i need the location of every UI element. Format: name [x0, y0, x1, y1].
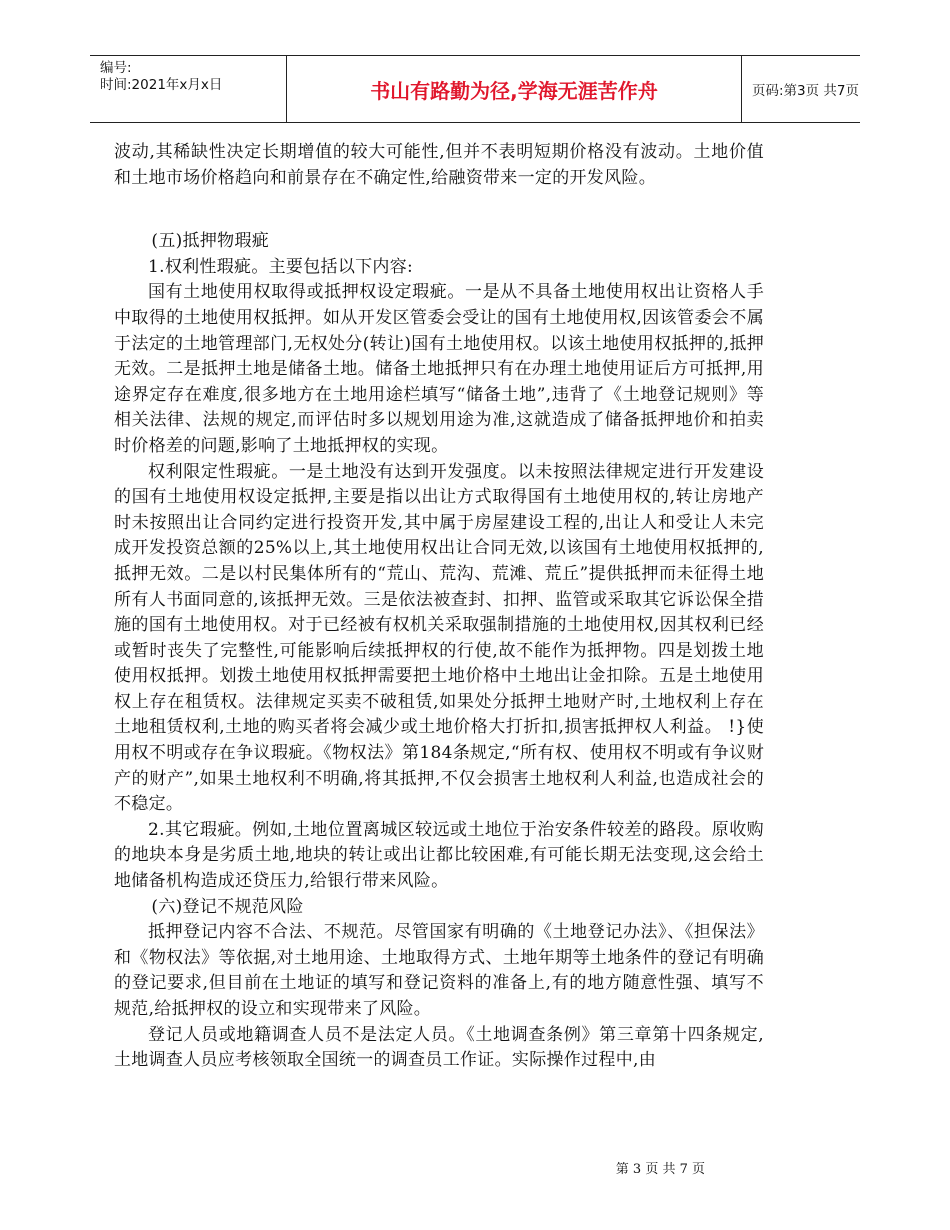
- paragraph-limitation-defect: 权利限定性瑕疵。一是土地没有达到开发强度。以未按照法律规定进行开发建设的国有土地使用权设定抵押,主要是指以出让方式取得国有土地使用权的,转让房地产时未按照出让合同约定进行投资开发,其中属于房屋建设工程的,出让人和受让人未完成开发投资总额的25%以上,其土地使用权出让合同无效,以该国有土地使用权抵押的,抵押无效。二是以村民集体所有的“荒山、荒沟、荒滩、荒丘”提供抵押而未征得土地所有人书面同意的,该抵押无效。三是依法被查封、扣押、监管或采取其它诉讼保全措施的国有土地使用权。对于已经被有权机关采取强制措施的土地使用权,因其权利已经或暂时丧失了完整性,可能影响后续抵押权的行使,故不能作为抵押物。四是划拨土地使用权抵押。划拨土地使用权抵押需要把土地价格中土地出让金扣除。五是土地使用权上存在租赁权。法律规定买卖不破租赁,如果处分抵押土地财产时,土地权利上存在土地租赁权利,土地的购买者将会减少或土地价格大打折扣,损害抵押权人利益。 !}使用权不明或存在争议瑕疵。《物权法》第184条规定,“所有权、使用权不明或有争议财产的财产”,如果土地权利不明确,将其抵押,不仅会损害土地权利人利益,也造成社会的不稳定。: [114, 461, 764, 815]
- number-label: 编号:: [100, 60, 132, 76]
- paragraph-ownership-defect: 国有土地使用权取得或抵押权设定瑕疵。一是从不具备土地使用权出让资格人手中取得的土地使用权抵押。如从开发区管委会受让的国有土地使用权,因该管委会不属于法定的土地管理部门,无权处分(转让)国有土地使用权。以该土地使用权抵押的,抵押无效。二是抵押土地是储备土地。储备土地抵押只有在办理土地使用证后方可抵押,用途界定存在难度,很多地方在土地用途栏填写“储备土地”,违背了《土地登记规则》等相关法律、法规的规定,而评估时多以规划用途为准,这就造成了储备抵押地价和拍卖时价格差的问题,影响了土地抵押权的实现。: [114, 282, 764, 456]
- paragraph-intro: 波动,其稀缺性决定长期增值的较大可能性,但并不表明短期价格没有波动。土地价值和土地市场价格趋向和前景存在不确定性,给融资带来一定的开发风险。: [114, 142, 764, 188]
- header-motto: 书山有路勤为径,学海无涯苦作舟: [286, 56, 742, 122]
- section-heading-5: (五)抵押物瑕疵: [151, 231, 270, 252]
- section-heading-6: (六)登记不规范风险: [151, 896, 304, 917]
- subsection-heading-5-2: 2.其它瑕疵。例如,土地位置离城区较远或土地位于治安条件较差的路段。原收购的地块本身是劣质土地,地块的转让或出让都比较困难,有可能长期无法变现,这会给土地储备机构造成还贷压力,给银行带来风险。: [114, 819, 764, 892]
- subsection-heading-5-1: 1.权利性瑕疵。主要包括以下内容:: [148, 256, 414, 277]
- header-meta: [90, 56, 286, 122]
- document-body: [114, 140, 764, 1074]
- header-page-info: 页码:第3页 共7页: [752, 83, 860, 99]
- paragraph-registration-content: 抵押登记内容不合法、不规范。尽管国家有明确的《土地登记办法》、《担保法》和《物权法》等依据,对土地用途、土地取得方式、土地年期等土地条件的登记有明确的登记要求,但目前在土地证的填写和登记资料的准备上,有的地方随意性强、填写不规范,给抵押权的设立和实现带来了风险。: [114, 922, 764, 1019]
- paragraph-registration-staff: 登记人员或地籍调查人员不是法定人员。《土地调查条例》第三章第十四条规定,土地调查人员应考核领取全国统一的调查员工作证。实际操作过程中,由: [114, 1024, 764, 1071]
- page-footer: 第 3 页 共 7 页: [615, 1162, 705, 1177]
- time-label: 时间:2021年x月x日: [100, 77, 223, 93]
- document-header: [90, 55, 860, 123]
